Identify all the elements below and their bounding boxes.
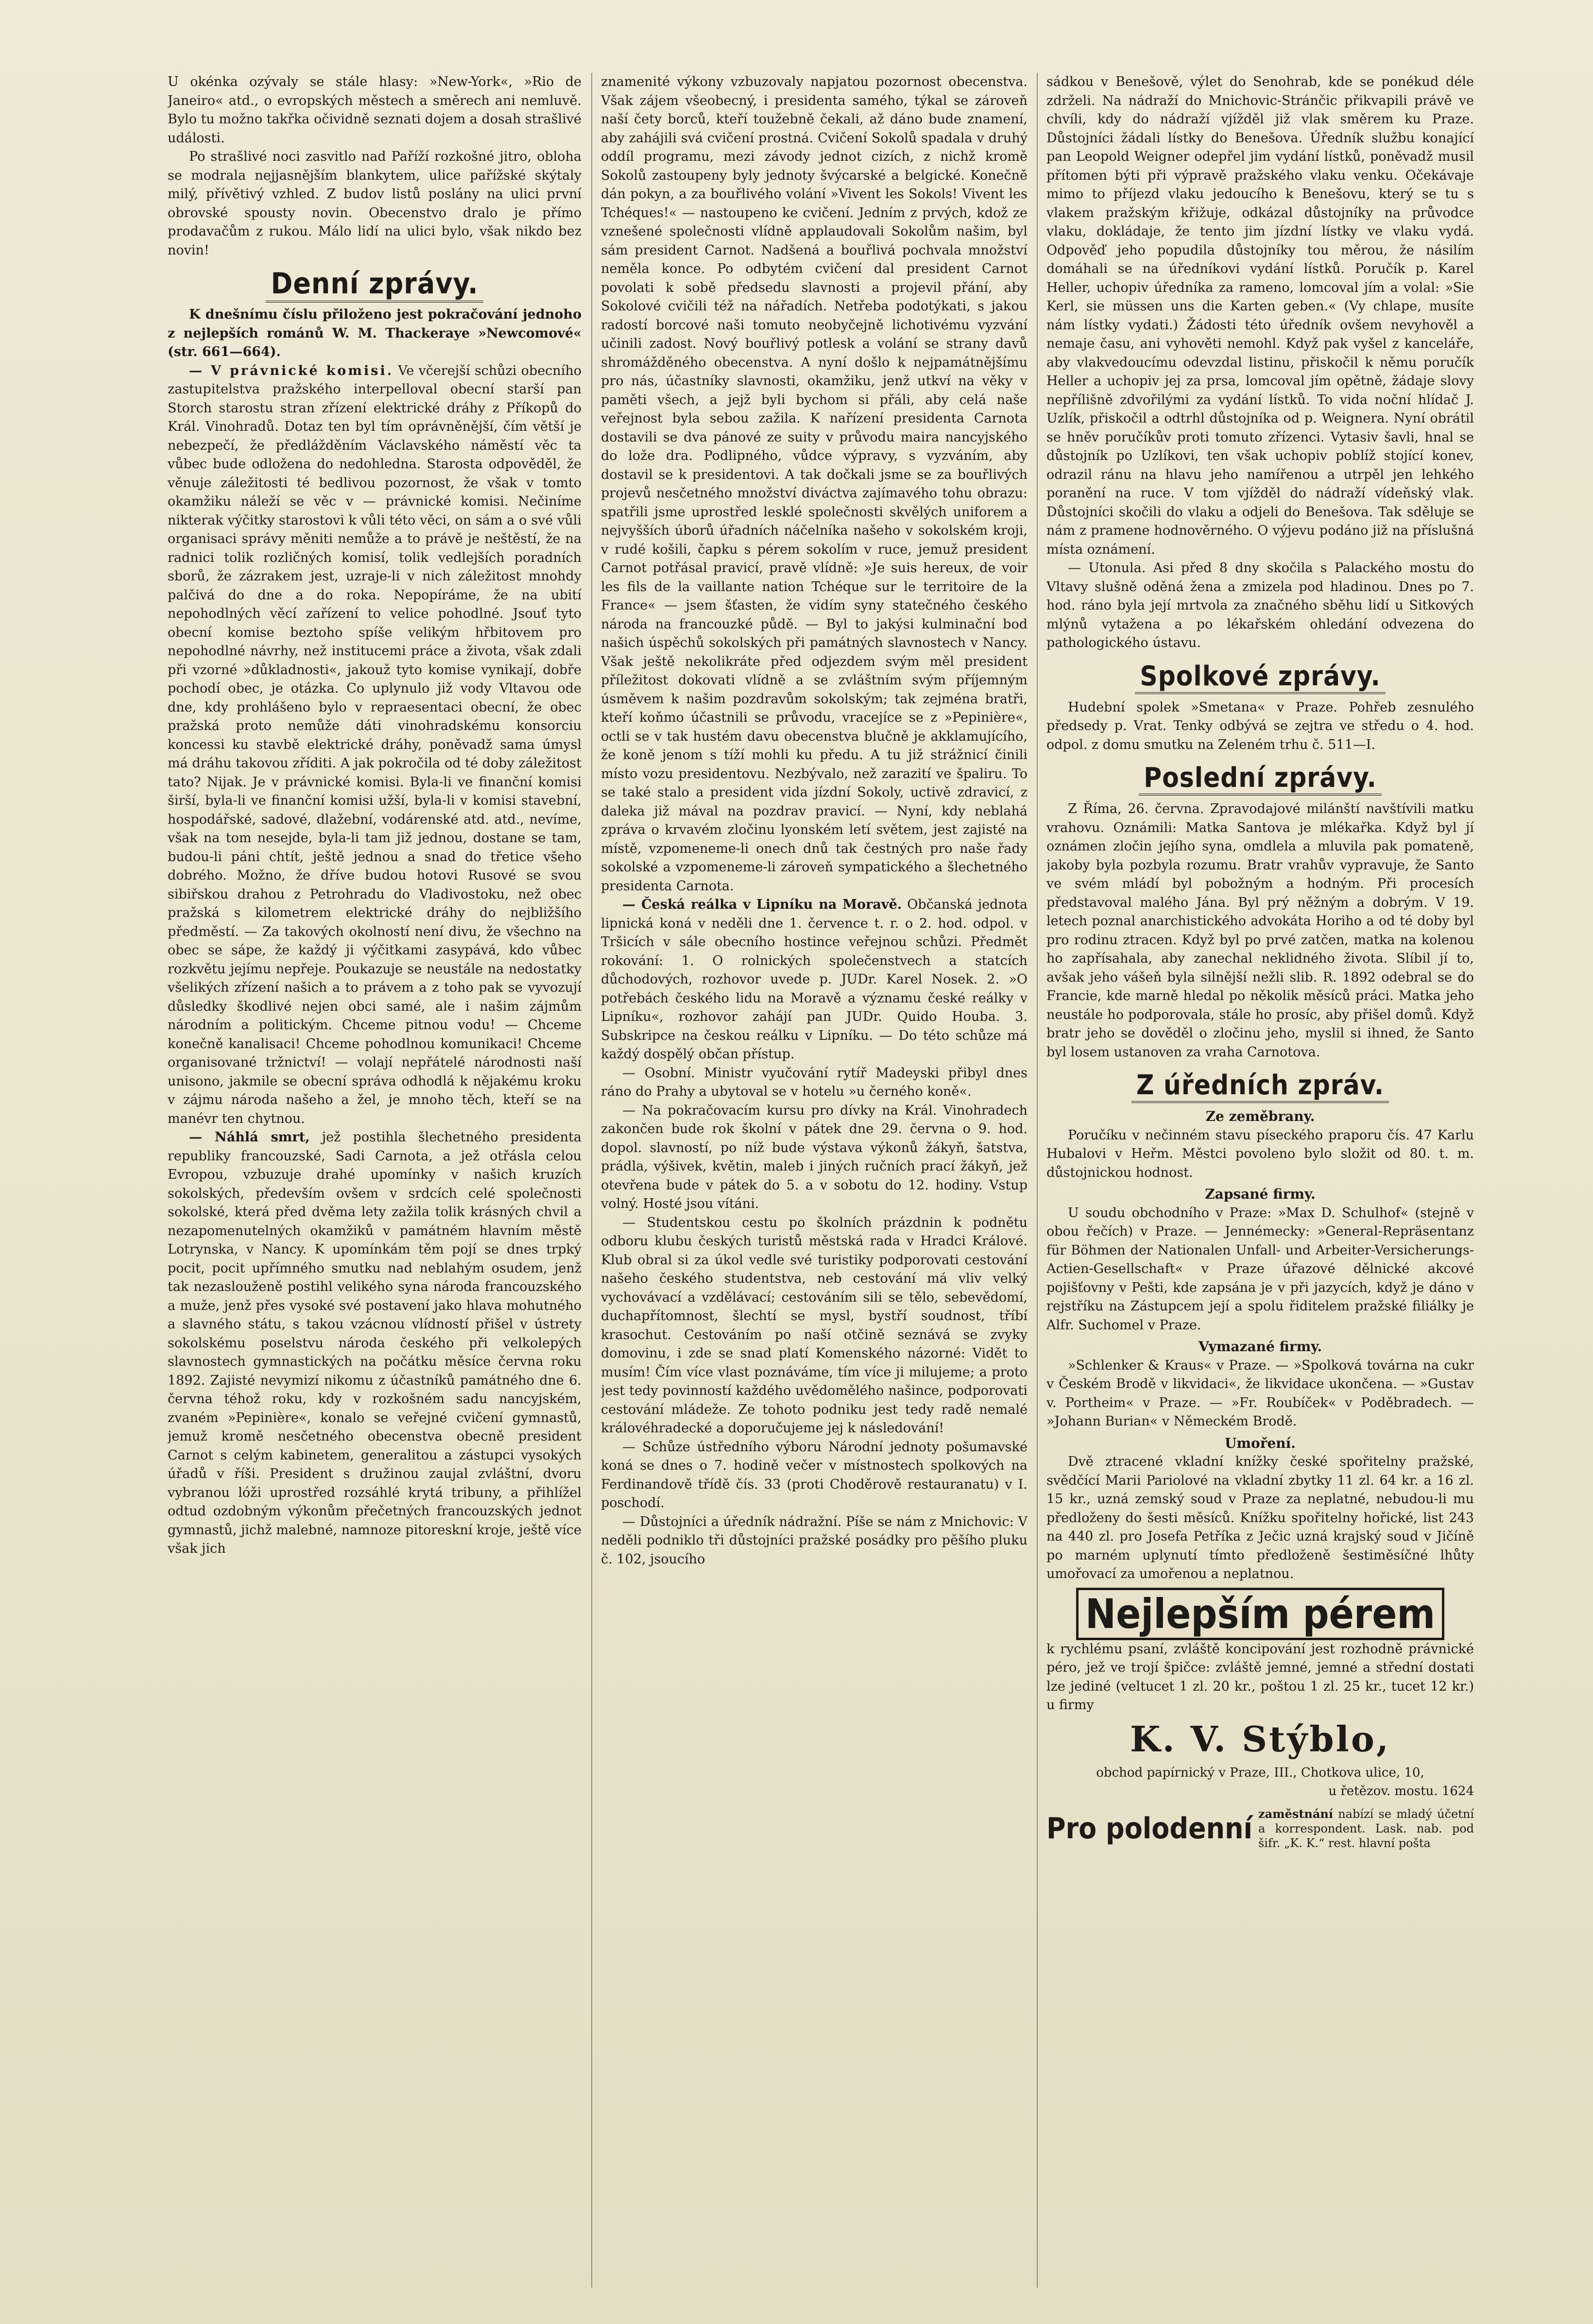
article-utonula: — Utonula. Asi před 8 dny skočila s Palackého mostu do Vltavy slušně oděná žena a zmizela pod hladinou. Dnes po 7. hod. ráno byla její mrtvola za značného sběhu lidí u Sitkových mlýnů vytažena a po lékařském ohledání odvezena do pathologického ústavu. xyxy=(1046,560,1474,650)
article-carnot-continued: znamenité výkony vzbuzovaly napjatou pozornost obecenstva. Však zájem všeobecný, i presidenta samého, týkal se zároveň naší čety borců, kteří toužebně čekali, až dáno bude znamení, aby zahájili svá cvičení prostná. Cvičení Sokolů spadala v druhý oddíl programu, mezi závody jednot cizích, z nichž kromě Sokolů zastoupeny byly jednoty švýcarské a belgické. Konečně dán pokyn, a za bouřlivého volání »Vivent les Sokols! Vivent les Tchéques!« — nastoupeno ke cvičení. Jedním z prvých, kdož ze vznešené společnosti vlídně applaudovali Sokolům našim, byl sám president Carnot. Nadšená a bouřlivá pochvala množství neměla konce. Po odbytém cvičení dal president Carnot povolati k sobě předsedu slavnosti a projevil přání, aby Sokolové cvičili též na nářadích. Netřeba podotýkati, s jakou radostí borcové naši tomuto neobyčejně lichotivému vyzvání učinili zadost. Nový bouřlivý potlesk a volání se strany davů shromážděného obecenstva. A nyní došlo k nejpamátnějšímu pro nás, účastníky slavnosti, okamžiku, jenž utkví na věky v paměti všech, a jejž byli bychom si přáli, aby celá naše veřejnost byla sebou zažila. K nařízení presidenta Carnota dostavili se dva pánové ze suity v průvodu maira nancyjského do lože dra. Podlipného, vůdce výpravy, s vyzváním, aby dostavil se k presidentovi. A tak dočkali jsme se za bouřlivých projevů nesčetného množství diváctva zajímavého tohu obrazu: spatřili jsme uprostřed lesklé společnosti skvělých uniforem a nejvyšších úborů úřadních náčelníka našeho v sokolském kroji, v rudé košili, čapku s pérem sokolím v ruce, jemuž president Carnot potřásal pravicí, pravě vlídně: »Je suis hereux, de voir les fils de la vaillante nation Tchéque sur le territoire de la France« — jsem šťasten, že vidím syny statečného českého národa na francouzké půdě. — Byl to jakýsi kulminační bod našich úspěchů sokolských při památných slavnostech v Nancy. Však ještě nekolikráte před odjezdem svým měl president příležitost dokovati vlídně a se zvláštním svým příjemným úsměvem k našim pozdravům sokolským; tak zejména bratři, kteří koňmo účastnili se průvodu, vracejíce se z »Pepinière«, octli se v tak hustém davu obecenstva blučně je akklamujícího, že koně jenom s tíží mohli ku předu. A tu již strážnicí činili místo vozu presidentovu. Nezbývalo, než zarazití ve špaliru. To se také stalo a president vida jízdní Sokoly, uctivě zdravicí, z daleka již mával na pozdrav pravicí. — Nyní, kdy neblahá zpráva o krvavém zločinu lyonském letí světem, jest zajisté na místě, vzpomeneme-li onech dnů tak čestných pro naše řady sokolské a vzpomeneme-li zároveň sympatického a šlechetného presidenta Carnota. xyxy=(601,74,1028,894)
section-heading-spolkove-zpravy: Spolkové zprávy. xyxy=(1046,660,1474,694)
article-ceska-realka: — Česká reálka v Lipníku na Moravě. Občanská jednota lipnická koná v neděli dne 1. července t. r. o 2. hod. odpol. v Tršicích v sále obecního hostince veřejnou schůzi. Předmět rokování: 1. O rolnických společenstvech a statcích důchodových, rozhovor uvede p. JUDr. Karel Nosek. 2. »O potřebách českého lidu na Moravě a významu české reálky v Lipníku«, rozhovor zahájí pan JUDr. Quido Houba. 3. Subskripce na českou reálku v Lipníku. — Do této schůze má každý dospělý občan přístup. xyxy=(601,897,1028,1062)
notice-zapsane-firmy: U soudu obchodního v Praze: »Max D. Schulhof« (stejně v obou řečích) v Praze. — Jennémecky: »General-Repräsentanz für Böhmen der Nationalen Unfall- und Arbeiter-Versicherungs-Actien-Gesellschaft« v Praze úřazové dělnické akcové pojišťovny v Pešti, kde zapsána je v při jazycích, když je dáno v rejstříku na Zástupcem její a spolu řiditelem pražské filiálky je Alfr. Suchomel v Praze. xyxy=(1046,1205,1474,1333)
advertisement-company-name: K. V. Stýblo, xyxy=(1130,1718,1390,1760)
article-schuze-vyboru: — Schůze ústředního výboru Národní jednoty pošumavské koná se dnes o 7. hodině večer v místnostech spolkových na Ferdinandově třídě čís. 33 (proti Choděrově restauranatu) v I. poschodí. xyxy=(601,1439,1028,1510)
article-nahla-smrt: — Náhlá smrt, jež postihla šlechetného presidenta republiky francouzské, Sadi Carnota, a jež otřásla celou Evropou, vzbuzuje drahé upomínky v našich kruzích sokolských, především ovšem v srdcích celé společnosti sokolské, která před dvěma lety zažila tolik krásných chvil a nezapomenutelných okamžiků v památném hlavním městě Lotrynska, v Nancy. K upomínkám těm pojí se dnes trpký pocit, pocit upřímného smutku nad neblahým osudem, jenž tak nezaslouženě postihl velikého syna národa francouzského a muže, jenž přes vysoké své postavení jako hlava mohutného a slavného státu, s takou vzácnou vlídností přišel v ústrety sokolskému poselstvu národa českého při velkolepých slavnostech gymnastických na počátku měsíce června roku 1892. Zajisté nevymizí nikomu z účastníků památného dne 6. června téhož roku, kdy v rozkošném sadu nancyjském, zvaném »Pepinière«, konalo se veřejné cvičení gymnastů, jemuž kromě nesčetného obecenstva obecně president Carnot s celým kabinetem, generalitou a zástupci vysokých úřadů v říši. President s družinou zaujal zvláštní, dvoru vybranou lóži uprostřed rozsáhlé krytá tribuny, a přihlížel odtud ozdobným výkonům přečetných francouzských jednot gymnastů, jichž malebné, namnoze pitoreskní kroje, ještě více však jich xyxy=(168,1130,582,1556)
advertisement-title: Nejlepším pérem xyxy=(1046,1591,1474,1637)
column-rule-2 xyxy=(1037,73,1038,2288)
subheading-ze-zemebrany: Ze zeměbrany. xyxy=(1205,1108,1315,1124)
article-z-rima: Z Říma, 26. června. Zpravodajové milánští navštívili matku vrahovu. Oznámili: Matka Santova je mlékařka. Když byl jí oznámen zločin jejího syna, omdlela a mluvila pak pomateně, jakoby byla pozbyla rozumu. Bratr vrahův vypravuje, že Santo ve svém mládí byl pobožným a hodným. Při procesích představoval malého Jána. Byl prý něžným a dobrým. V 19. letech poznal anarchistického advokáta Horiho a od té doby byl pro rodinu ztracen. Když byl po prvé zatčen, matka na kolenou ho zapřísahala, aby zanechal neklidného života. Slíbil jí to, avšak jeho vášeň byla silnější nežli slib. R. 1892 odebral se do Francie, kde marně hledal po několik měsíců práci. Matka jeho neustále ho podporovala, stále ho prosíc, aby přišel domů. Když bratr jeho se dověděl o zločinu jeho, myslil si ihned, že Santo byl losem ustanoven za vraha Carnotova. xyxy=(1046,801,1474,1060)
article-dustojnici-continued: sádkou v Benešově, výlet do Senohrab, kde se ponékud déle zdrželi. Na nádraží do Mnichovic-Stránčic přikvapili právě ve chvíli, kdy do nádraží vjížděl již vlak směrem ku Praze. Důstojníci žádali lístky do Benešova. Úředník službu konající pan Leopold Weigner odepřel jim vydání lístků, poněvadž musil přítomen býti při výpravě pražského vlaku venku. Očekávaje mimo to příjezd vlaku jedoucího k Benešovu, který se tu s vlakem pražským křižuje, odkázal důstojníky na průvodce vlaku, dokládaje, že tento jim jízdní lístky ve vlaku vydá. Odpověď jeho popudila důstojníky tou měrou, že násilím domáhali se na úředníkovi vydání lístků. Poručík p. Karel Heller, uchopiv úředníka za rameno, lomcoval jím a volal: »Sie Kerl, sie müssen uns die Karten geben.« (Vy chlape, musíte nám lístky vydati.) Žádosti této úředník ovšem nevyhověl a nemaje času, ani vyhověti nemohl. Když pak vyšel z kanceláře, aby vlakvedoucímu odevzdal listinu, přiskočil k němu poručík Heller a uchopiv jej za prsa, lomcoval jím opětně, žádaje slovy nepřílišně zdvořilými za vydání lístků. To vida noční hlídač J. Uzlík, přiskočil a odtrhl důstojníka od p. Weignera. Nyní obrátil se hněv poručíkův proti tomuto zřízenci. Vytasiv šavli, hnal se důstojník po Uzlíkovi, ten však uchopiv poblíž stojící konev, odrazil ránu na hlavu jeho namířenou a utrpěl jen lehkého poranění na ruce. V tom vjížděl do nádraží vídeňský vlak. Důstojníci skočili do vlaku a odjeli do Benešova. Tak sděluje se nám z pramene hodnověrného. O výjevu podáno již na příslušná místa oznámení. xyxy=(1046,74,1474,557)
supplement-notice: K dnešnímu číslu přiloženo jest pokračování jednoho z nejlepších románů W. M. Thackeraye »Newcomové« (str. 661—664). xyxy=(168,307,582,359)
notice-vymazane-firmy: »Schlenker & Kraus« v Praze. — »Spolková továrna na cukr v Českém Brodě v likvidaci«, že likvidace ukončena. — »Gustav v. Portheim« v Praze. — »Fr. Roubíček« v Poděbradech. — »Johann Burian« v Německém Brodě. xyxy=(1046,1357,1474,1429)
column-3 xyxy=(1046,73,1474,2288)
article-studentstvo: — Studentskou cestu po školních prázdnin k podnětu odboru klubu českých turistů městská rada v Hradci Králové. Klub obral si za úkol vedle své turistiky podporovati cestování našeho českého studentstva, neb cestování má vliv velký vychovávací a vzdělávací; cestováním sili se tělo, sebevědomí, duchapřítomnost, šlechtí se mysl, bystří soudnost, tříbí krasochut. Cestováním po naší otčině seznává se zvyky domovinu, i zde se snad platí Komenského názorné: Vidět to musím! Čím více vlast poznáváme, tím více ji milujeme; a proto jest tedy povinností každého uvědomělého našince, podporovati cestování mládeže. Ze tohoto podniku jest tedy radě nemalé královéhradecké a doporučujeme jej k následování! xyxy=(601,1215,1028,1436)
intro-paragraph-1: U okénka ozývaly se stále hlasy: »New-York«, »Rio de Janeiro« atd., o evropských městech a směrech ani nemluvě. Bylo tu možno takřka očividně seznati dojem a dosah strašlivé události. xyxy=(168,74,582,146)
advertisement-text: k rychlému psaní, zvláště koncipování jest rozhodně právnické péro, jež ve trojí špičce: zvláště jemné, jemné a střední dostati lze jediné (veltucet 1 zl. 20 kr., poštou 1 zl. 25 kr., tucet 12 kr.) u firmy xyxy=(1046,1641,1474,1713)
column-1 xyxy=(168,73,582,2288)
article-spolek-smetana: Hudební spolek »Smetana« v Praze. Pohřeb zesnulého předsedy p. Vrat. Tenky odbývá se zejtra ve středu o 4. hod. odpol. z domu smutku na Zeleném trhu č. 511—I. xyxy=(1046,699,1474,752)
subheading-vymazane-firmy: Vymazané firmy. xyxy=(1198,1339,1322,1355)
article-osobni: — Osobní. Ministr vyučování rytíř Madeyski přibyl dnes ráno do Prahy a ubytoval se v hotelu »u černého koně«. xyxy=(601,1065,1028,1099)
article-kurs-divky: — Na pokračovacím kursu pro dívky na Král. Vinohradech zakončen bude rok školní v pátek dne 29. června o 9. hod. dopol. slavností, po níž bude výstava výkonů žákyň, šatstva, prádla, výšivek, květin, maleb i jiných ručních prací žákyň, jež otevřena bude v pátek do 5. a v sobotu do 12. hodiny. Vstup volný. Hosté jsou vítáni. xyxy=(601,1103,1028,1211)
advertisement-address-2: u řetězov. mostu. 1624 xyxy=(1328,1784,1474,1798)
classified-advertisement xyxy=(1046,1807,1474,1850)
intro-paragraph-2: Po strašlivé noci zasvitlo nad Paříží rozkošné jitro, obloha se modrala nejjasnějším blankytem, ulice pařížské skýtaly milý, přívětivý vzhled. Z budov listů poslány na ulici první obrovské spousty novin. Obecenstvo dralo je přímo prodavačům z rukou. Málo lidí na ulici bylo, však nikdo bez novin! xyxy=(168,149,582,258)
column-2 xyxy=(601,73,1028,2288)
section-heading-posledni-zpravy: Poslední zprávy. xyxy=(1046,761,1474,795)
advertisement-address: obchod papírnický v Praze, III., Chotkova ulice, 10, xyxy=(1096,1765,1424,1780)
notice-zemebrany: Poručíku v nečinném stavu píseckého praporu čís. 47 Karlu Hubalovi v Heřm. Městci povoleno bylo složit od 80. t. m. důstojnickou hodnost. xyxy=(1046,1127,1474,1180)
subheading-zapsane-firmy: Zapsané firmy. xyxy=(1205,1186,1316,1202)
section-heading-z-urednich-zprav: Z úředních zpráv. xyxy=(1046,1069,1474,1103)
article-pravnicka-komise: — V právnické komisi. Ve včerejší schůzi obecního zastupitelstva pražského interpelloval obecní starší pan Storch starostu stran zřízení elektrické dráhy z Příkopů do Král. Vinohradů. Dotaz ten byl tím oprávněnější, čím větší je nebezpečí, že předlážděním Václavského náměstí věc ta vůbec bude odložena do nedohledna. Starosta odpověděl, že věnuje záležitosti té bedlivou pozornost, že však v tomto okamžiku náleží se věc v — právnické komisi. Nečiníme nikterak výčitky starostovi k vůli této věci, on sám a o své vůli organisaci správy měniti nemůže a to právě je neštěstí, že na radnici tolik rozličných komisí, tolik vedlejších poradních sborů, že zázrakem jest, uzraje-li v nich záležitost mnohdy palčivá do dne a do roka. Nepopíráme, že na ubití nepohodlných věcí zařízení to velice pohodlné. Jsouť tyto obecní komise beztoho spíše velikým hřbitovem pro nepohodlné návrhy, než institucemi práce a života, však zdali při vzorné »důkladnosti«, jakouž tyto komise vynikají, dobře pochodí obec, je otázka. Co uplynulo již vody Vltavou ode dne, kdy prohlášeno bylo v repraesentaci obecní, že obec pražská proto nemůže dáti vinohradskému konsorciu koncessi ku stavbě elektrické dráhy, poněvadž sama úmysl má dráhu takovou zříditi. A jak pokročila od té doby záležitost tato? Nijak. Je v právnické komisi. Byla-li ve finanční komisi širší, byla-li ve finanční komisi užší, byla-li v komisi stavební, hospodářské, sadové, dlažební, vodárenské atd. atd., nevíme, však na tom nesejde, byla-li tam již jednou, dostane se tam, budou-li páni chtít, ještě jednou a snad do třetice všeho dobrého. Možno, že dříve budou hotovi Rusové se svou sibiřskou drahou z Petrohradu do Vladivostoku, než obec pražská s kilometrem elektrické dráhy do nejbližšího předměstí. — Za takových okolností není divu, že všechno na obec se sápe, že každý ji výčitkami zasypává, kdo vůbec rozkvětu jejímu nepřeje. Poukazuje se neustále na nedostatky všelikých zřízení našich a to právem a z toho pak se vyvozují důsledky škodlivé nejen obci samé, ale i našim zájmům národním a politickým. Chceme pitnou vodu! — Chceme konečně kanalisaci! Chceme pohodlnou komunikaci! Chceme organisované tržnictví! — volají nepřátelé národnosti naší unisono, jakmile se obecní správa odhodlá k nějakému kroku v zájmu národa našeho a žel, je mnoho těch, kteří se na manévr ten chytnou. xyxy=(168,363,582,1126)
classified-title: Pro polodenní xyxy=(1046,1811,1252,1846)
section-heading-denni-zpravy: Denní zprávy. xyxy=(168,267,582,301)
notice-umoreni: Dvě ztracené vkladní knížky české spořitelny pražské, svědčící Marii Pariolové na vkladní zbytky 11 zl. 64 kr. a 16 zl. 15 kr., uzná zemský soud v Praze za neplatné, nebudou-li mu předloženy do šesti měsíců. Knížku spořitelny hořické, list 243 na 440 zl. pro Josefa Petříka z Ječic uzná krajský soud v Jičíně po marném uplynutí tímto předloženě šestiměsíčné lhůty umořovací za umořenou a neplatnou. xyxy=(1046,1454,1474,1581)
classified-text: zaměstnání nabízí se mladý účetní a korrespondent. Lask. nab. pod šifr. „K. K.“ rest. hlavní pošta xyxy=(1258,1806,1474,1850)
subheading-umoreni: Umoření. xyxy=(1224,1435,1296,1451)
article-dustojnici: — Důstojníci a úředník nádražní. Píše se nám z Mnichovic: V neděli podniklo tři důstojníci pražské posádky pro pěšího pluku č. 102, jsoucího xyxy=(601,1514,1028,1567)
column-rule-1 xyxy=(591,73,592,2288)
